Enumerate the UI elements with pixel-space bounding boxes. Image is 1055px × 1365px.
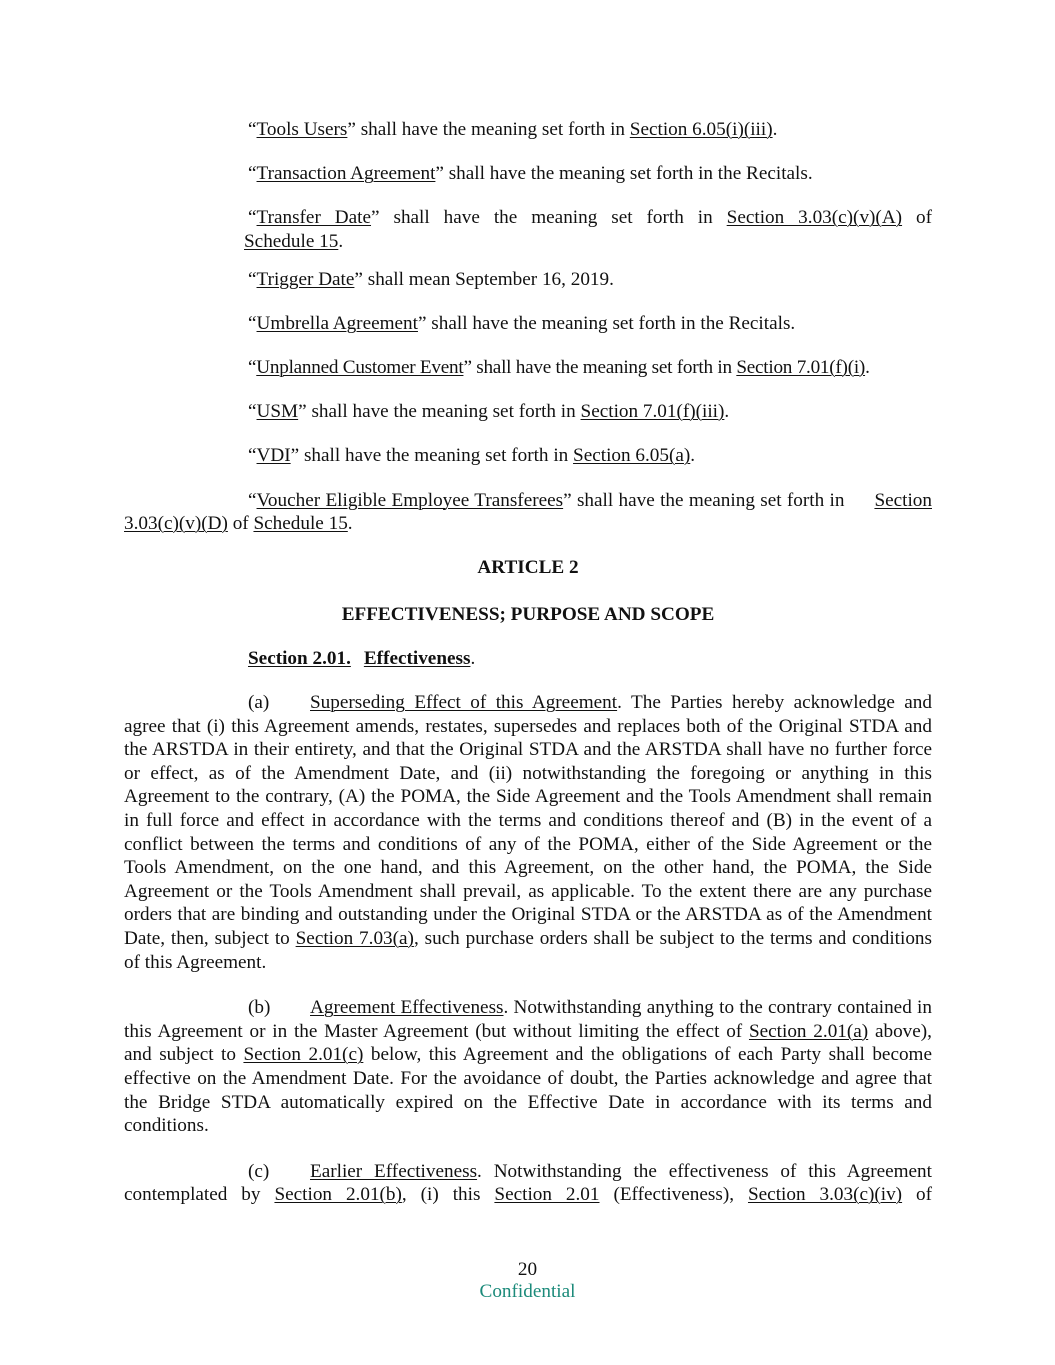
paragraph-heading: Superseding Effect of this Agreement bbox=[310, 692, 618, 714]
definition-transfer-date: “Transfer Date” shall have the meaning set forth in Section 3.03(c)(v)(A) ofSchedule 15. bbox=[244, 207, 932, 252]
definition-usm: “USM” shall have the meaning set forth in Section 7.01(f)(iii). bbox=[248, 401, 730, 423]
schedule-reference[interactable]: Schedule 15 bbox=[253, 513, 348, 535]
definition-trigger-date: “Trigger Date” shall mean September 16, 2019. bbox=[248, 268, 614, 290]
section-reference[interactable]: Section 7.01(f)(i) bbox=[736, 356, 866, 378]
section-reference[interactable]: Section 2.01(a) bbox=[748, 1020, 869, 1042]
article-label: ARTICLE 2 bbox=[477, 556, 579, 578]
paragraph-heading: Earlier Effectiveness bbox=[310, 1160, 478, 1182]
paragraph-label: (a) bbox=[248, 692, 270, 714]
section-heading: Section 2.01. Effectiveness. bbox=[248, 647, 476, 669]
page-body bbox=[124, 118, 932, 1229]
definition-tools-users: “Tools Users” shall have the meaning set forth in Section 6.05(i)(iii). bbox=[248, 119, 778, 140]
section-reference[interactable]: Section 2.01(b) bbox=[274, 1184, 402, 1206]
section-reference[interactable]: Section 6.05(i)(iii) bbox=[629, 119, 773, 140]
confidential-label: Confidential bbox=[479, 1281, 576, 1302]
section-title: Effectiveness bbox=[363, 647, 471, 669]
section-reference[interactable]: Section 3.03(c)(v)(A) bbox=[726, 207, 903, 229]
section-reference[interactable]: Section 2.01 bbox=[494, 1184, 600, 1206]
section-reference[interactable]: Section 3.03(c)(iv) bbox=[747, 1184, 903, 1206]
section-reference[interactable]: Section 7.01(f)(iii) bbox=[580, 401, 725, 423]
paragraph-label: (c) bbox=[248, 1160, 270, 1182]
paragraph-a: (a) Superseding Effect of this Agreement. The Parties hereby acknowledge and agree that (i) this Agreement amends, restates, supersedes and replaces both of the Original STDA and the ARSTDA in their entirety, and that the Original STDA and the ARSTDA shall have no further force or effect, as of the Amendment Date, and (ii) notwithstanding the foregoing or anything in this Agreement to the contrary, (A) the POMA, the Side Agreement and the Tools Amendment shall remain in full force and effect in accordance with the terms and conditions thereof and (B) in the event of a conflict between the terms and conditions of any of the POMA, either of the Side Agreement or the Tools Amendment, on the one hand, and this Agreement, on the other hand, the POMA, the Side Agreement or the Tools Amendment shall prevail, as applicable. To the extent there are any purchase orders that are binding and outstanding under the Original STDA or the ARSTDA as of the Amendment Date, then, subject to Section 7.03(a), such purchase orders shall be subject to the terms and conditions of this Agreement. bbox=[124, 692, 932, 973]
section-reference[interactable]: Section 7.03(a) bbox=[295, 928, 414, 949]
paragraph-b: (b) Agreement Effectiveness. Notwithstanding anything to the contrary contained in this Agreement or in the Master Agreement (but without limiting the effect of Section 2.01(a) above), and subject to Section 2.01(c) below, this Agreement and the obligations of each Party shall become effective on the Amendment Date. For the avoidance of doubt, the Parties acknowledge and agree that the Bridge STDA automatically expired on the Effective Date in accordance with its terms and conditions. bbox=[124, 997, 932, 1137]
section-reference[interactable]: Section 3.03(c)(v)(D) bbox=[124, 489, 932, 535]
paragraph-c: (c) Earlier Effectiveness. Notwithstanding the effectiveness of this Agreement contemplated by Section 2.01(b), (i) this Section 2.01 (Effectiveness), Section 3.03(c)(iv) of bbox=[124, 1160, 933, 1206]
definition-vdi: “VDI” shall have the meaning set forth in Section 6.05(a). bbox=[248, 445, 696, 467]
section-reference[interactable]: Section 6.05(a) bbox=[573, 445, 691, 467]
definition-umbrella-agreement: “Umbrella Agreement” shall have the meaning set forth in the Recitals. bbox=[248, 312, 796, 334]
page-number: 20 bbox=[517, 1259, 538, 1280]
section-reference[interactable]: Section 2.01(c) bbox=[243, 1044, 364, 1066]
article-title: EFFECTIVENESS; PURPOSE AND SCOPE bbox=[341, 604, 715, 626]
definition-transaction-agreement: “Transaction Agreement” shall have the meaning set forth in the Recitals. bbox=[248, 163, 813, 185]
schedule-reference[interactable]: Schedule 15 bbox=[244, 230, 339, 252]
paragraph-label: (b) bbox=[248, 997, 271, 1019]
definition-voucher-eligible-employee-transferees: “Voucher Eligible Employee Transferees” shall have the meaning set forth in Section 3.03(c)(v)(D) of Schedule 15. bbox=[124, 489, 932, 535]
section-number: Section 2.01. bbox=[248, 647, 351, 669]
paragraph-heading: Agreement Effectiveness bbox=[310, 997, 504, 1019]
definition-unplanned-customer-event: “Unplanned Customer Event” shall have the meaning set forth in Section 7.01(f)(i). bbox=[248, 356, 870, 378]
